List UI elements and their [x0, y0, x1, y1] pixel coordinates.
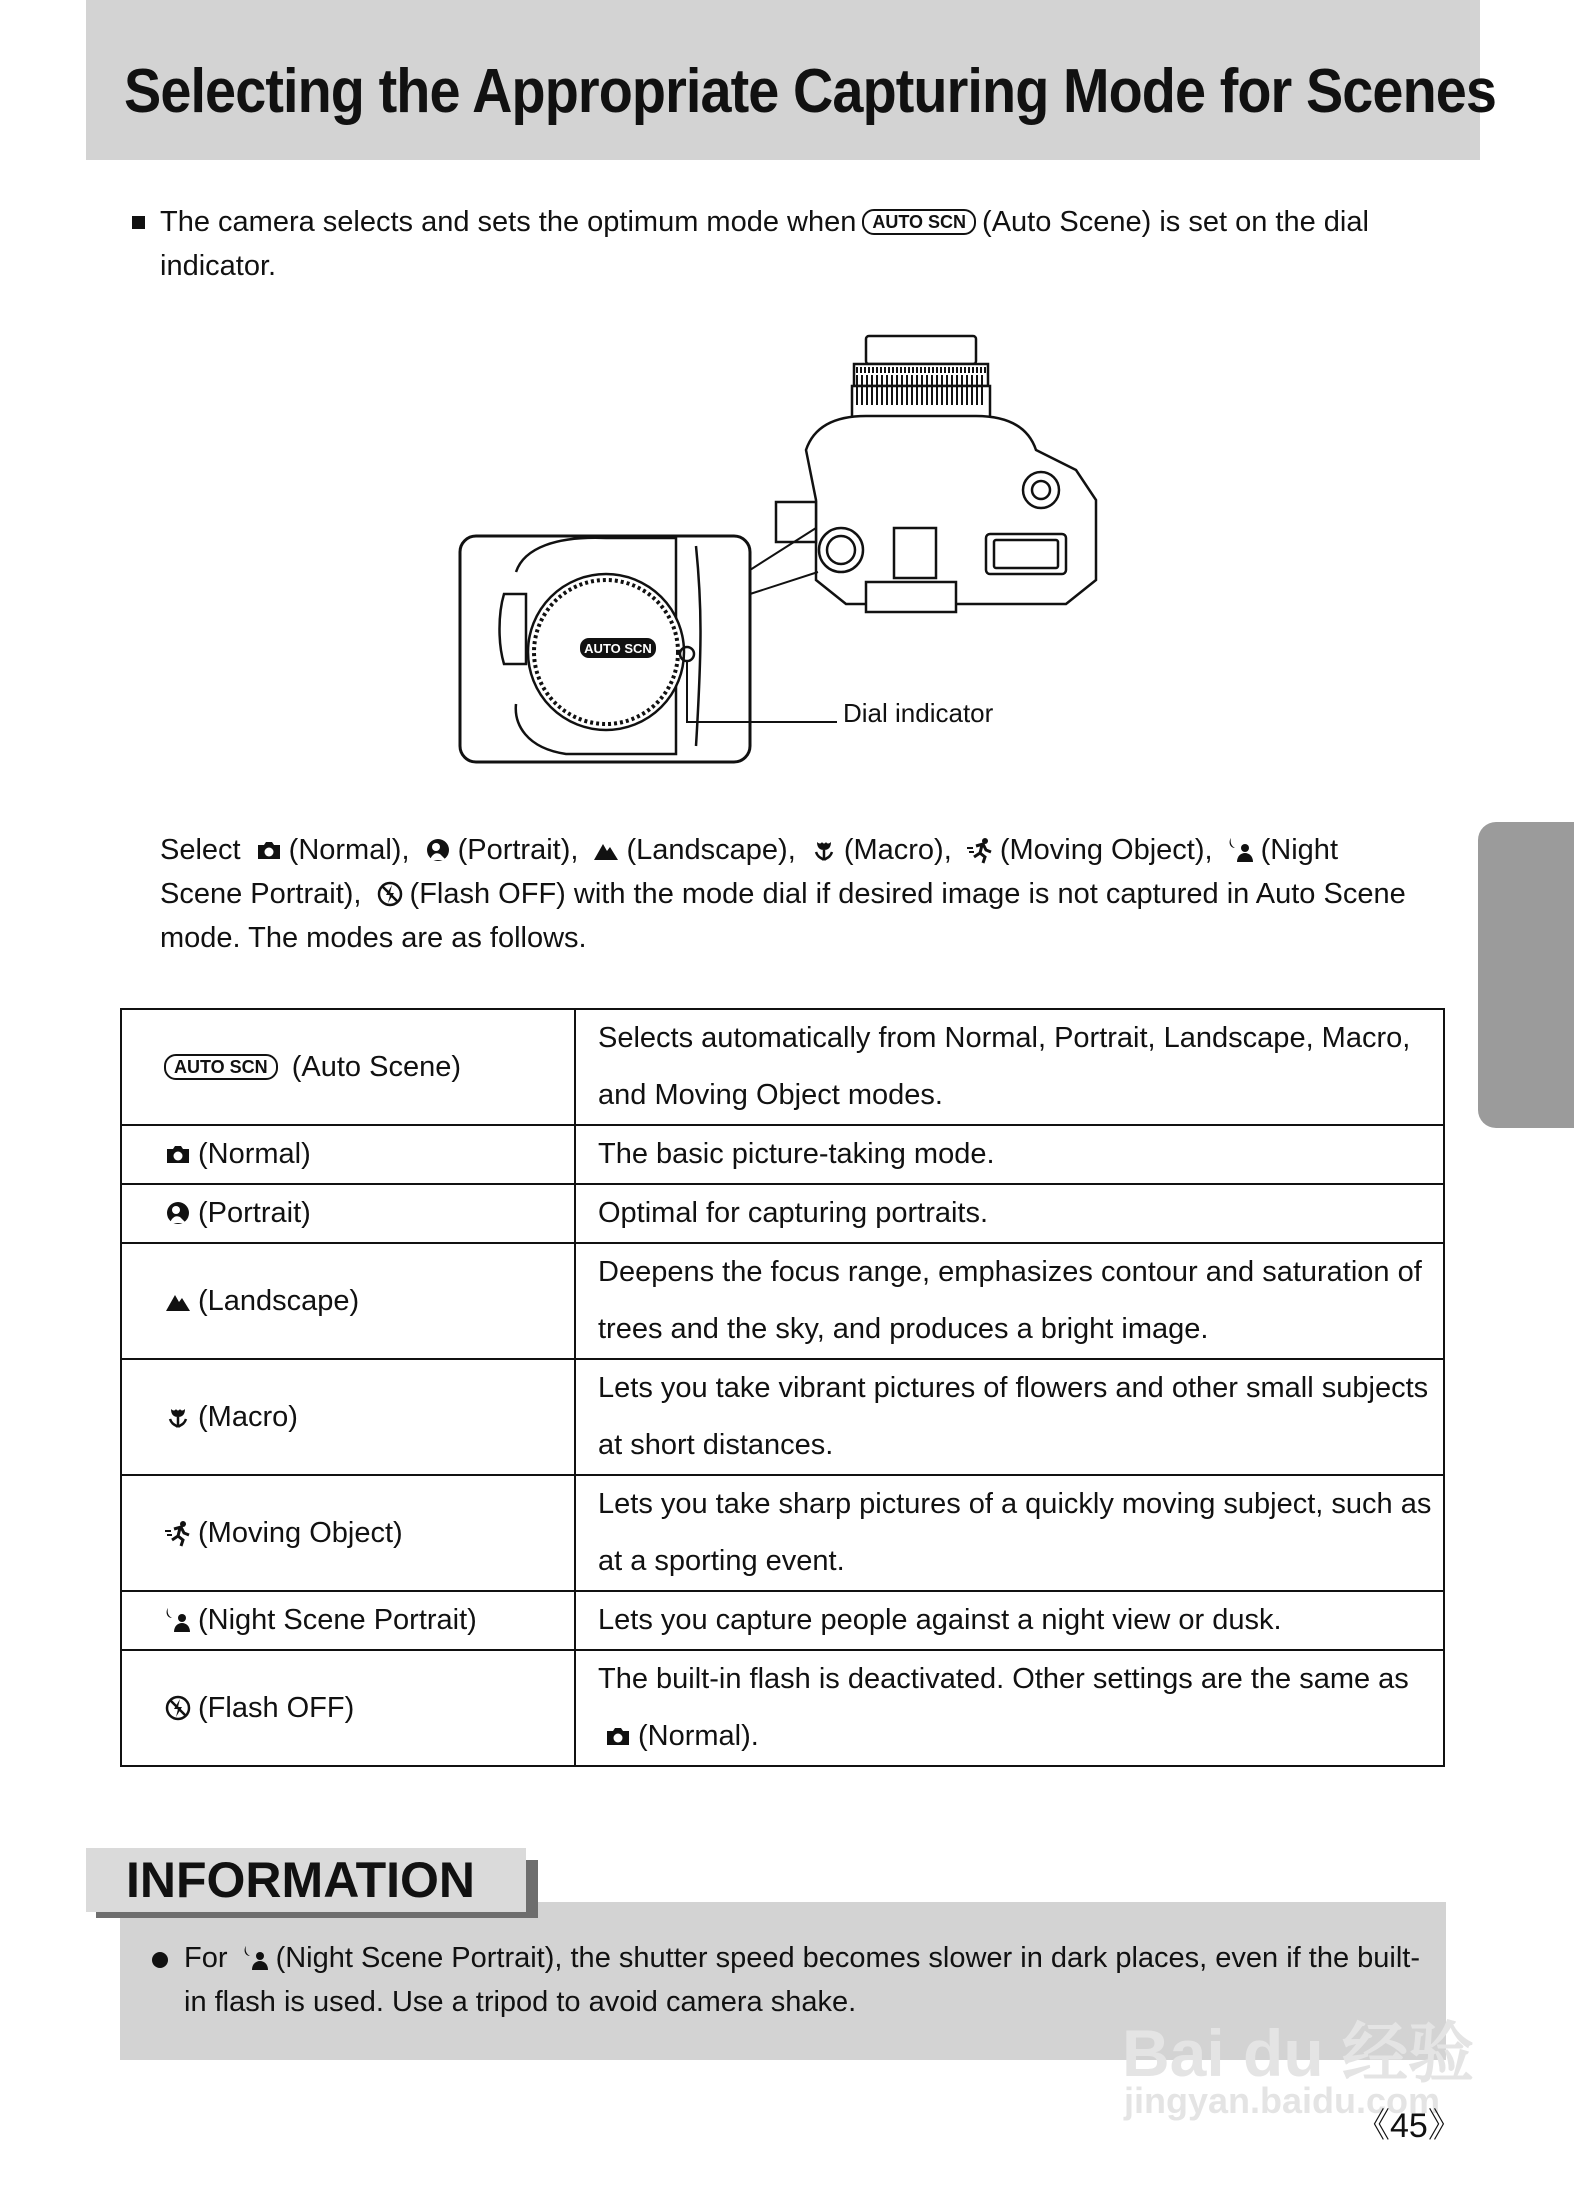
table-row — [121, 1184, 1444, 1243]
desc-cell: Selects automatically from Normal, Portrait, Landscape, Macro, and Moving Object modes. — [575, 1009, 1444, 1125]
table-row — [121, 1243, 1444, 1359]
table-row — [121, 1475, 1444, 1591]
table-row — [121, 1650, 1444, 1766]
landscape-icon — [592, 836, 620, 864]
macro-icon — [810, 836, 838, 864]
camera-icon — [255, 836, 283, 864]
desc-cell: Deepens the focus range, emphasizes contour and saturation of trees and the sky, and produces a bright image. — [575, 1243, 1444, 1359]
desc-text: (Normal). — [638, 1720, 759, 1752]
landscape-icon — [164, 1287, 192, 1315]
mode-cell — [121, 1184, 575, 1243]
mode-cell — [121, 1591, 575, 1650]
mode-cell — [121, 1475, 575, 1591]
mode-cell — [121, 1009, 575, 1125]
moving-object-icon — [164, 1519, 192, 1547]
auto-scn-badge: AUTO SCN — [862, 209, 976, 235]
square-bullet-icon — [132, 216, 145, 229]
select-landscape: (Landscape), — [626, 834, 796, 866]
desc-cell: Lets you capture people against a night view or dusk. — [575, 1591, 1444, 1650]
desc-cell: Lets you take sharp pictures of a quickly moving subject, such as at a sporting event. — [575, 1475, 1444, 1591]
mode-select-paragraph — [160, 828, 1422, 960]
desc-cell: Optimal for capturing portraits. — [575, 1184, 1444, 1243]
mode-name: (Portrait) — [198, 1197, 311, 1229]
portrait-icon — [164, 1199, 192, 1227]
table-row — [121, 1591, 1444, 1650]
macro-icon — [164, 1403, 192, 1431]
modes-table — [120, 1008, 1445, 1767]
table-row — [121, 1359, 1444, 1475]
night-portrait-icon — [242, 1944, 270, 1972]
auto-scn-badge: AUTO SCN — [164, 1054, 278, 1080]
portrait-icon — [424, 836, 452, 864]
desc-cell: The basic picture-taking mode. — [575, 1125, 1444, 1184]
camera-dial-figure — [456, 332, 1116, 768]
intro-text-start: The camera selects and sets the optimum mode when — [160, 206, 857, 238]
mode-cell — [121, 1359, 575, 1475]
desc-cell — [575, 1650, 1444, 1766]
mode-name: (Flash OFF) — [198, 1691, 355, 1724]
mode-name: (Moving Object) — [198, 1516, 403, 1549]
mode-name: (Macro) — [198, 1400, 298, 1433]
intro-paragraph — [160, 200, 1420, 288]
night-portrait-icon — [164, 1606, 192, 1634]
page-title: Selecting the Appropriate Capturing Mode for Scenes — [124, 57, 1497, 126]
camera-icon — [604, 1722, 632, 1750]
select-rest: (Flash OFF) with the mode dial if desired image is not captured in Auto Scene mode. The modes are as follows. — [160, 878, 1406, 954]
table-row — [121, 1125, 1444, 1184]
camera-body-illustration — [776, 336, 1096, 612]
mode-cell — [121, 1243, 575, 1359]
night-portrait-icon — [1227, 836, 1255, 864]
select-moving: (Moving Object), — [999, 834, 1213, 866]
select-normal: (Normal), — [288, 834, 410, 866]
dial-indicator-label: Dial indicator — [843, 698, 994, 728]
page-number: 《45》 — [1356, 2107, 1462, 2145]
select-macro: (Macro), — [843, 834, 952, 866]
mode-cell — [121, 1125, 575, 1184]
table-row — [121, 1009, 1444, 1125]
desc-cell: Lets you take vibrant pictures of flowers and other small subjects at short distances. — [575, 1359, 1444, 1475]
intro-text-end: (Auto Scene) is set on the dial indicator. — [160, 206, 1369, 282]
chapter-side-tab — [1478, 822, 1574, 1128]
flash-off-icon — [376, 880, 404, 908]
info-body: (Night Scene Portrait), the shutter speed becomes slower in dark places, even if the built-in flash is used. Use a tripod to avoid camera shake. — [184, 1942, 1421, 2018]
watermark-url: jingyan.baidu.com — [1124, 2080, 1441, 2121]
camera-icon — [164, 1140, 192, 1168]
watermark-logo: Bai du 经验 — [1122, 2016, 1475, 2090]
select-word: Select — [160, 834, 241, 866]
flash-off-icon — [164, 1694, 192, 1722]
mode-name: (Normal) — [198, 1138, 311, 1170]
moving-object-icon — [966, 836, 994, 864]
mode-cell — [121, 1650, 575, 1766]
select-night: (Night Scene Portrait), — [160, 834, 1338, 910]
desc-text: The built-in flash is deactivated. Other settings are the same as — [598, 1663, 1409, 1695]
information-label: INFORMATION — [86, 1848, 526, 1912]
round-bullet-icon — [152, 1952, 168, 1968]
dial-badge-text: AUTO SCN — [584, 641, 652, 656]
mode-name: (Night Scene Portrait) — [198, 1604, 477, 1636]
mode-name: (Landscape) — [198, 1284, 360, 1317]
select-portrait: (Portrait), — [457, 834, 579, 866]
mode-name: (Auto Scene) — [291, 1050, 462, 1083]
info-for: For — [184, 1942, 228, 1974]
